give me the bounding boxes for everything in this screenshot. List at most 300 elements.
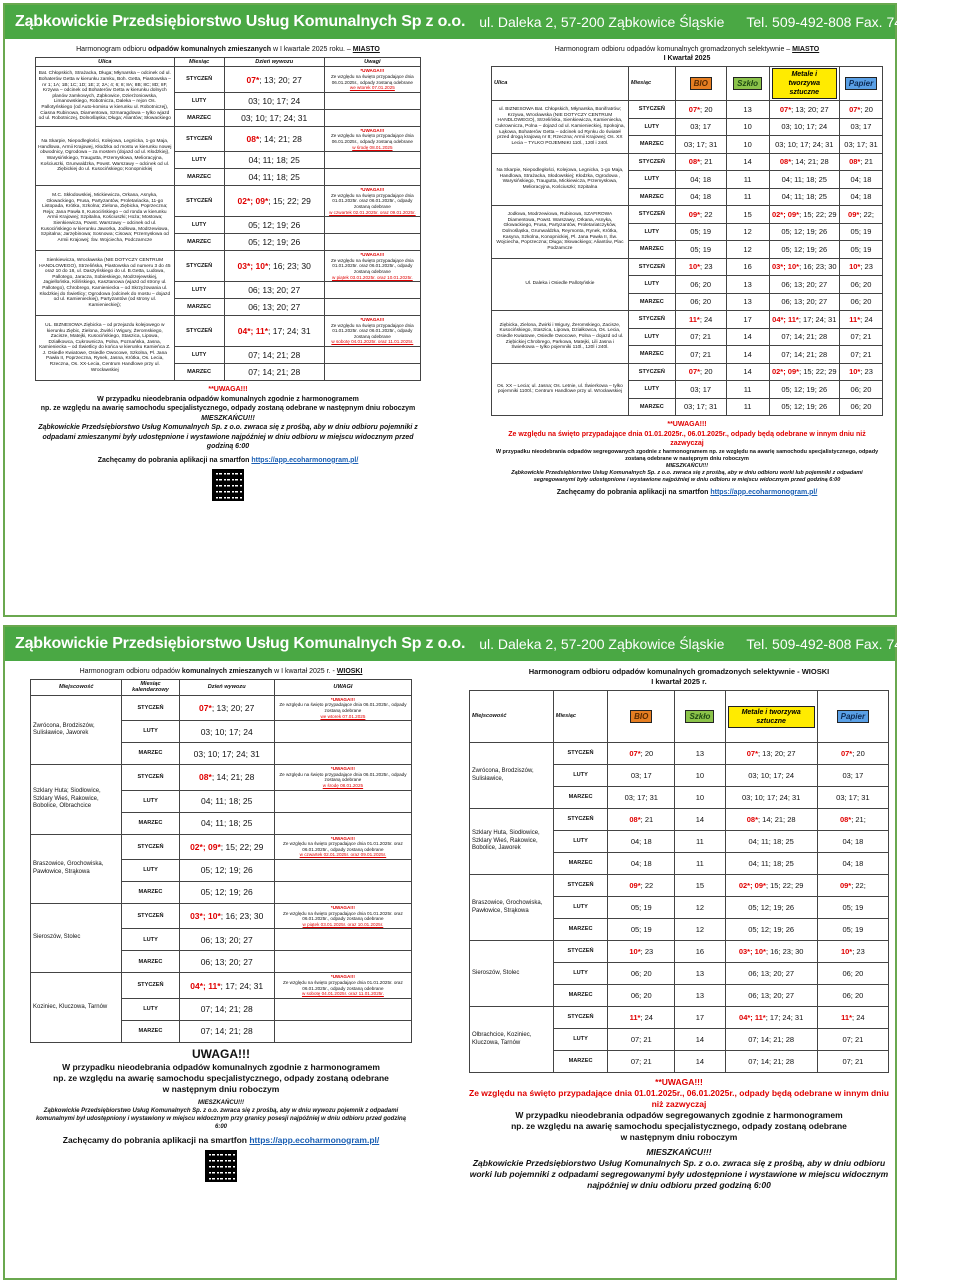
metal-days — [725, 1007, 817, 1029]
month-label: LUTY — [628, 328, 675, 346]
month-label: MARZEC — [628, 188, 675, 206]
month-label: LUTY — [122, 790, 179, 812]
papier-days — [839, 346, 882, 364]
regular-days: ; 20 — [852, 749, 865, 758]
pickup-days — [179, 721, 274, 743]
month-label: LUTY — [628, 171, 675, 189]
regular-days: 03; 10; 17; 24 — [781, 122, 828, 132]
village-mixed-section — [30, 667, 412, 1182]
holiday-notice: Ze względu na święto przypadające dnia 01.01.2025r., 06.01.2025r., odpady będą odebrane w innym dniu niż zazwyczaj — [508, 430, 866, 447]
regular-days: 05; 12; 19; 26 — [781, 402, 828, 412]
metal-days — [769, 171, 839, 189]
month-label: MARZEC — [122, 812, 179, 834]
table-row — [470, 941, 889, 963]
residents-heading: MIESZKAŃCU!!! — [665, 462, 709, 469]
bio-days — [608, 765, 675, 787]
regular-days: 14 — [695, 815, 705, 824]
metal-days — [725, 963, 817, 985]
pickup-days — [224, 251, 324, 282]
papier-days — [817, 897, 888, 919]
regular-days: ; 14; 21; 28 — [211, 772, 255, 783]
month-label: MARZEC — [628, 346, 675, 364]
regular-days: 16 — [743, 262, 752, 272]
regular-days: 13 — [743, 279, 752, 289]
month-label: STYCZEŃ — [628, 101, 675, 119]
regular-days: 05; 12; 19; 26 — [748, 925, 795, 934]
glass-badge: Szkło — [733, 77, 762, 90]
town-mixed-section — [35, 45, 421, 501]
pickup-days — [224, 299, 324, 316]
regular-days: ; 22; — [851, 881, 866, 890]
holiday-shifted-day: 10* — [840, 947, 853, 956]
regular-days: 06; 13; 20; 27 — [248, 285, 301, 296]
month-label: LUTY — [174, 217, 224, 234]
pickup-days — [224, 186, 324, 217]
month-label: STYCZEŃ — [122, 973, 179, 998]
month-label: MARZEC — [122, 1020, 179, 1042]
szklo-days — [726, 276, 769, 294]
regular-days: 14 — [695, 1057, 705, 1066]
regular-days: ; 22; — [859, 209, 874, 219]
note-heading: *UWAGA!!! — [330, 974, 355, 980]
table-row — [36, 316, 421, 347]
header-row — [492, 67, 883, 101]
regular-days: 07; 14; 21; 28 — [248, 367, 301, 378]
regular-days: ; 15; 22; 29 — [799, 367, 837, 377]
column-header: Miesiąc — [553, 691, 607, 743]
regular-days: 04; 11; 18; 25 — [748, 859, 794, 868]
szklo-days — [675, 897, 725, 919]
regular-days: 05; 19 — [842, 903, 864, 912]
regular-days: 04; 11; 18; 25 — [748, 837, 794, 846]
column-header — [726, 67, 769, 101]
pickup-days — [179, 834, 274, 859]
regular-days: 17 — [743, 314, 752, 324]
empty-cell — [324, 282, 420, 299]
table-row — [36, 186, 421, 217]
residents-plea: Ząbkowickie Przedsiębiorstwo Usług Komunalnych Sp. z o.o. zwraca się z prośbą, aby w dniu wywozu pojemnik z odpadami komunalnymi był udostępniony i wystawiony w miejscu widocznym przy granicy posesji najpóźniej w dniu odbioru przed godziną 6:00 — [35, 1107, 407, 1130]
szklo-days — [726, 206, 769, 224]
pickup-days — [179, 973, 274, 998]
app-promo: Zachęcamy do pobrania aplikacji na smartfon https://app.ecoharmonogram.pl/ — [62, 1134, 380, 1145]
regular-days: 11 — [743, 384, 752, 394]
regular-days: 04; 11; 18; 25 — [781, 174, 827, 184]
note-date: w sobotę 04.01.2025r. oraz 11.01.2025r. — [331, 339, 414, 345]
street-list: Ziębicka, Zielona, Żwirki i Wigury, Żeromskiego, Zacisze, Kusocińskiego, Staszica, Lipowa, Działkowca, Os. Lecia, Osiedle Kwiatowe, Osiedle Owocowe, Polna – dojazd od ul. Ziębickiej Chrobrego, Parkowa, Matejki, Lili Jasna i Świerkowa – tylko pojemniki 110l., 120l i 240l. — [492, 311, 629, 364]
residents-plea: Ząbkowickie Przedsiębiorstwo Usług Komunalnych Sp. z o.o. zwraca się z prośbą, aby w dniu odbioru worki lub pojemniki z odpadami segregowanymi były udostępnione i wystawione najpóźniej w dniu odbioru w miejscu widocznym przed godziną 6:00 — [511, 469, 863, 483]
column-header: Uwagi — [324, 58, 420, 67]
papier-days — [839, 311, 882, 329]
holiday-shifted-day: 04*; 11* — [190, 980, 221, 991]
regular-days: 16 — [695, 947, 705, 956]
regular-days: 03; 17 — [850, 122, 872, 132]
regular-days: ; 21; — [851, 815, 866, 824]
month-label: STYCZEŃ — [122, 903, 179, 928]
regular-days: 03; 10; 17; 24; 31 — [193, 748, 260, 759]
regular-days: 05; 12; 19; 26 — [781, 227, 828, 237]
bio-days — [608, 809, 675, 831]
month-label: STYCZEŃ — [122, 834, 179, 859]
regular-days: 13 — [743, 104, 752, 114]
regular-days: 07; 21 — [630, 1057, 652, 1066]
note-text: Ze względu na święto przypadające dnia 01.01.2025r. oraz 06.01.2025r., odpady zostaną odebrane — [283, 841, 403, 852]
holiday-shifted-day: 08* — [199, 772, 212, 783]
metal-days — [769, 398, 839, 416]
town-panel — [3, 3, 970, 617]
papier-days — [817, 1007, 888, 1029]
pickup-days — [179, 790, 274, 812]
month-label: MARZEC — [553, 787, 607, 809]
note-date: w środę 08.01.2025 — [322, 782, 364, 788]
metal-days — [725, 985, 817, 1007]
regular-days: 04; 18 — [690, 174, 712, 184]
column-header: Ulica — [36, 58, 175, 67]
month-label: MARZEC — [174, 364, 224, 381]
metal-days — [769, 206, 839, 224]
paper-badge: Papier — [837, 710, 869, 723]
residents-heading: MIESZKAŃCU!!! — [646, 1147, 712, 1157]
app-link[interactable]: https://app.ecoharmonogram.pl/ — [251, 456, 359, 464]
pickup-days — [179, 881, 274, 903]
regular-days: 07; 14; 21; 28 — [200, 1026, 253, 1037]
place-list: Olbrachcice, Koziniec, Kluczowa, Tarnów — [470, 1007, 554, 1073]
notice-line: w następnym dniu roboczym — [620, 1132, 738, 1142]
place-list: Szklary Huta; Siodłowice, Szklary Wieś, Rakowice, Bobolice, Olbrachcice — [31, 765, 122, 834]
column-header — [817, 691, 888, 743]
place-list: Sieroszów, Stolec — [470, 941, 554, 1007]
holiday-shifted-day: 10* — [849, 262, 861, 272]
pickup-days — [179, 998, 274, 1020]
regular-days: 05; 12; 19; 26 — [248, 237, 301, 248]
regular-days: 03; 17; 31 — [624, 793, 658, 802]
regular-days: 13 — [743, 297, 752, 307]
pickup-days — [224, 364, 324, 381]
regular-days: 05; 19 — [690, 244, 712, 254]
note-date: w czwartek 02.01.2025r. oraz 09.01.2025r. — [329, 209, 416, 215]
column-header: Ulica — [492, 67, 629, 101]
regular-days: 03; 17; 31 — [836, 793, 870, 802]
bio-days — [675, 328, 726, 346]
month-label: LUTY — [174, 152, 224, 169]
szklo-days — [675, 919, 725, 941]
regular-days: ; 20 — [640, 749, 654, 758]
regular-days: 12 — [743, 244, 752, 254]
holiday-shifted-day: 10* — [849, 367, 861, 377]
bio-days — [608, 919, 675, 941]
regular-days: 06; 20 — [850, 384, 872, 394]
regular-days: ; 24 — [699, 314, 713, 324]
note-heading: *UWAGA!!! — [330, 835, 355, 841]
company-address: ul. Daleka 2, 57-200 Ząbkowice Śląskie — [479, 636, 725, 652]
holiday-shifted-day: 04*; 11* — [237, 326, 269, 337]
regular-days: 07; 21 — [850, 349, 872, 359]
month-label: LUTY — [122, 859, 179, 881]
company-name: Ząbkowickie Przedsiębiorstwo Usług Komunalnych Sp z o.o. — [15, 13, 466, 30]
szklo-days — [675, 1029, 725, 1051]
notice-line: np. ze względu na awarię samochodu specjalistycznego, odpady zostaną odebrane w następnym dniu roboczym — [40, 405, 416, 413]
month-label: LUTY — [628, 118, 675, 136]
app-link[interactable]: https://app.ecoharmonogram.pl/ — [249, 1134, 380, 1145]
month-label: STYCZEŃ — [122, 765, 179, 790]
bio-days — [675, 311, 726, 329]
regular-days: ; 20 — [700, 104, 713, 114]
app-link[interactable]: https://app.ecoharmonogram.pl/ — [710, 488, 818, 496]
month-label: MARZEC — [553, 853, 607, 875]
regular-days: ; 23 — [860, 262, 873, 272]
village-mixed-footer — [30, 1047, 412, 1182]
metal-days — [725, 831, 817, 853]
regular-days: 05; 19 — [630, 925, 652, 934]
regular-days: 12 — [743, 227, 752, 237]
papier-days — [817, 787, 888, 809]
regular-days: 14 — [695, 1035, 705, 1044]
note-date: w piątek 03.01.2025r. oraz 10.01.2025r. — [302, 921, 384, 927]
holiday-shifted-day: 03*; 10* — [738, 947, 766, 956]
papier-days — [839, 101, 882, 119]
metal-days — [725, 1029, 817, 1051]
month-label: LUTY — [553, 831, 607, 853]
month-label: STYCZEŃ — [628, 153, 675, 171]
regular-days: 04; 18 — [842, 837, 864, 846]
metal-days — [769, 328, 839, 346]
regular-days: 03; 17; 31 — [844, 139, 878, 149]
holiday-shifted-day: 04*; 11* — [739, 1013, 766, 1022]
holiday-note — [324, 126, 420, 151]
szklo-days — [726, 311, 769, 329]
note-text: Ze względu na święto przypadające dnia 01.01.2025r. oraz 06.01.2025r., odpady zostaną odebrane — [330, 257, 414, 274]
bio-days — [675, 101, 726, 119]
pickup-days — [224, 282, 324, 299]
notice-line: W przypadku nieodebrania odpadów komunalnych zgodnie z harmonogramem — [97, 395, 359, 403]
holiday-shifted-day: 09* — [688, 209, 701, 219]
empty-cell — [324, 234, 420, 251]
bio-days — [608, 875, 675, 897]
regular-days: 06; 20 — [850, 279, 872, 289]
bio-days — [675, 188, 726, 206]
table-row — [470, 743, 889, 765]
regular-days: 06; 20 — [842, 991, 864, 1000]
szklo-days — [675, 809, 725, 831]
empty-cell — [274, 721, 411, 743]
holiday-note — [324, 251, 420, 282]
bio-badge: BIO — [630, 710, 652, 723]
column-header — [608, 691, 675, 743]
holiday-shifted-day: 11* — [849, 314, 861, 324]
regular-days: ; 16; 23; 30 — [268, 261, 311, 272]
regular-days: 06; 20 — [850, 402, 872, 412]
regular-days: ; 15; 22; 29 — [765, 881, 804, 890]
regular-days: 07; 14; 21; 28 — [781, 332, 828, 342]
village-selective-section — [469, 667, 889, 1191]
month-label: MARZEC — [122, 743, 179, 765]
bio-days — [675, 293, 726, 311]
metal-days — [725, 853, 817, 875]
metal-days — [769, 311, 839, 329]
column-header — [725, 691, 817, 743]
holiday-shifted-day: 02*; 09* — [771, 209, 800, 219]
papier-days — [817, 1051, 888, 1073]
pickup-days — [179, 929, 274, 951]
regular-days: ; 17; 24; 31 — [220, 980, 264, 991]
bio-days — [608, 897, 675, 919]
pickup-days — [224, 67, 324, 92]
regular-days: 07; 21 — [690, 349, 712, 359]
note-date: w piątek 03.01.2025r. oraz 10.01.2025r. — [332, 274, 413, 280]
papier-days — [839, 276, 882, 294]
note-text: Ze względu na święto przypadające dnia 06.01.2025r., odpady zostaną odebrane — [330, 133, 414, 144]
regular-days: 11 — [696, 837, 704, 846]
regular-days: 06; 13; 20; 27 — [200, 934, 253, 945]
regular-days: ; 17; 24; 31 — [765, 1013, 804, 1022]
town-selective-title: Harmonogram odbioru odpadów komunalnych gromadzonych selektywnie – MIASTO I Kwartał 2025 — [554, 46, 820, 62]
holiday-shifted-day: 07* — [688, 367, 701, 377]
app-promo: Zachęcamy do pobrania aplikacji na smartfon https://app.ecoharmonogram.pl/ — [97, 456, 359, 464]
empty-cell — [324, 217, 420, 234]
bio-days — [675, 398, 726, 416]
note-date: we wtorek 07.01.2025 — [349, 85, 395, 91]
bio-days — [608, 1007, 675, 1029]
papier-days — [839, 171, 882, 189]
town-selective-table — [491, 66, 883, 416]
month-label: LUTY — [174, 282, 224, 299]
column-header — [839, 67, 882, 101]
holiday-shifted-day: 10* — [629, 947, 641, 956]
papier-days — [839, 153, 882, 171]
empty-cell — [274, 998, 411, 1020]
regular-days: ; 14; 21; 28 — [259, 133, 302, 144]
papier-days — [839, 118, 882, 136]
pickup-days — [224, 169, 324, 186]
note-date: w sobotę 04.01.2025r. oraz 11.01.2025r. — [301, 991, 384, 997]
regular-days: 05; 12; 19; 26 — [748, 903, 795, 912]
holiday-shifted-day: 09* — [629, 881, 641, 890]
regular-days: ; 20 — [860, 104, 873, 114]
header-row — [31, 680, 412, 696]
regular-days: 12 — [695, 925, 705, 934]
regular-days: ; 17; 24; 31 — [268, 326, 311, 337]
month-label: MARZEC — [174, 109, 224, 126]
month-label: LUTY — [628, 276, 675, 294]
empty-cell — [274, 929, 411, 951]
month-label: LUTY — [553, 1029, 607, 1051]
month-label: STYCZEŃ — [553, 1007, 607, 1029]
empty-cell — [274, 743, 411, 765]
szklo-days — [726, 136, 769, 154]
place-list: Szklary Huta, Siodłowice, Szklary Wieś, Rakowice, Bobolice, Jaworek — [470, 809, 554, 875]
street-list: Sienkiewicza, Wrocławska (NIE DOTYCZY CENTRUM HANDLOWEGO), Strzelińska, Piastowska od numeru 3 do 45 oraz 10 do 18, ul. Daszyńskiego do ul. B.Getta, Ludowa, Pallotego, Jaracza, Sobieskiego, Modrzejewskiej, Jagiellońska, Kilińskiego, Kasztanowa (wjazd od strony ul. Pallotego), Chrobrego, Kamieniecka – od Skrzyżowania ul. Kłodzkiej do Świetlicy; Ogrodowa (odcinek do mostu – dojazd od ul. Kamienieckiej), Partyzantów (od strony ul. Kamienieckiej); — [36, 251, 175, 316]
holiday-shifted-day: 08* — [629, 815, 641, 824]
regular-days: 06; 20 — [630, 969, 652, 978]
regular-days: 06; 20 — [690, 297, 712, 307]
papier-days — [817, 743, 888, 765]
bio-days — [675, 346, 726, 364]
szklo-days — [675, 985, 725, 1007]
bio-days — [675, 118, 726, 136]
table-row — [470, 809, 889, 831]
regular-days: 06; 20 — [850, 297, 872, 307]
note-heading: *UWAGA!!! — [330, 696, 355, 702]
month-label: STYCZEŃ — [122, 695, 179, 720]
regular-days: 06; 13; 20; 27 — [748, 969, 795, 978]
holiday-shifted-day: 07* — [629, 749, 641, 758]
papier-days — [839, 188, 882, 206]
regular-days: 04; 11; 18; 25 — [248, 155, 300, 166]
regular-days: 10 — [743, 122, 752, 132]
note-date: w środę 08.01.2025 — [352, 144, 393, 150]
holiday-shifted-day: 08* — [779, 157, 792, 167]
regular-days: 04; 11; 18; 25 — [248, 172, 300, 183]
town-selective-section — [491, 45, 883, 497]
holiday-shifted-day: 07* — [746, 749, 759, 758]
month-label: STYCZEŃ — [553, 941, 607, 963]
holiday-note — [324, 67, 420, 92]
pickup-days — [224, 126, 324, 151]
month-label: STYCZEŃ — [553, 809, 607, 831]
month-label: LUTY — [174, 92, 224, 109]
metal-days — [769, 293, 839, 311]
holiday-shifted-day: 07* — [849, 104, 861, 114]
holiday-shifted-day: 08* — [688, 157, 701, 167]
szklo-days — [675, 765, 725, 787]
regular-days: 07; 14; 21; 28 — [200, 1004, 253, 1015]
holiday-shifted-day: 07* — [779, 104, 792, 114]
table-row — [31, 903, 412, 928]
street-list: ul. BIZNESOWA Bat. Chłopskich, Młynarska, Bonifratrów; Krzywa, Wrocławska (NIE DOTYCZY CENTRUM HANDLOWEGO), Strzelińska, Sienkiewicza, Kamieniecka, Cukrownicza, Polna – dojazd od ul. Kamienieckiej, Spokojna, Łąkowa, Bohaterów Getta – odcinek od Rynku do świateł przed drogą krajową nr 8; Rzeczna; Armii Krajowej; Os. XX Lecia – TYLKO POJEMNIKI 110l., 120l i 240l. — [492, 101, 629, 154]
table-row — [492, 258, 883, 276]
holiday-shifted-day: 11* — [841, 1013, 853, 1022]
regular-days: ; 14; 21; 28 — [758, 815, 796, 824]
szklo-days — [675, 853, 725, 875]
regular-days: 07; 14; 21; 28 — [748, 1035, 795, 1044]
papier-days — [839, 328, 882, 346]
bio-days — [675, 136, 726, 154]
residents-heading: MIESZKAŃCU!!! — [201, 414, 255, 422]
street-list: UL. BIZNESOWA Ziębicka – od przejazdu kolejowego w kierunku Ziębic, Zielona, Żwirki i Wigury, Żeromskiego, Zacisze, Matejki, Kusocińskiego, Staszica, Lipowa, Działkowca, Cukrownicza, Polna, Poznańska, Jasna, Kamieniecka – od Świetlicy do końca w kierunku Kamieńca Z. J. Osiedle Kwiatowe, Osiedle Owocowe, Szkolna, Pl. Jana Pawła II, Poprzeczna, Rynek, Jasna, Krótka, Os. Lecia, Rzeczna, Os. XX-Lecia, Centrum Handlowe przy ul. Wrocławskiej — [36, 316, 175, 381]
pickup-days — [179, 695, 274, 720]
pickup-days — [179, 859, 274, 881]
bio-days — [608, 1051, 675, 1073]
month-label: MARZEC — [628, 293, 675, 311]
regular-days: 04; 18 — [630, 837, 652, 846]
bio-days — [675, 276, 726, 294]
bio-days — [675, 381, 726, 399]
holiday-shifted-day: 07* — [840, 749, 853, 758]
metal-days — [725, 787, 817, 809]
holiday-note — [324, 186, 420, 217]
pickup-days — [179, 1020, 274, 1042]
szklo-days — [726, 188, 769, 206]
holiday-note — [274, 903, 411, 928]
regular-days: ; 21 — [860, 157, 873, 167]
metal-days — [769, 223, 839, 241]
regular-days: ; 16; 23; 30 — [799, 262, 837, 272]
papier-days — [817, 941, 888, 963]
uwaga-heading: **UWAGA!!! — [667, 421, 707, 428]
papier-days — [839, 223, 882, 241]
holiday-shifted-day: 03*; 10* — [771, 262, 800, 272]
pickup-days — [179, 951, 274, 973]
regular-days: 04; 18 — [630, 859, 652, 868]
holiday-shifted-day: 11* — [688, 314, 700, 324]
regular-days: 07; 21 — [630, 1035, 652, 1044]
table-row — [36, 67, 421, 92]
month-label: MARZEC — [553, 1051, 607, 1073]
app-promo: Zachęcamy do pobrania aplikacji na smartfon https://app.ecoharmonogram.pl/ — [556, 488, 818, 496]
town-selective-footer — [491, 420, 883, 497]
papier-days — [817, 831, 888, 853]
holiday-note — [324, 316, 420, 347]
szklo-days — [726, 101, 769, 119]
